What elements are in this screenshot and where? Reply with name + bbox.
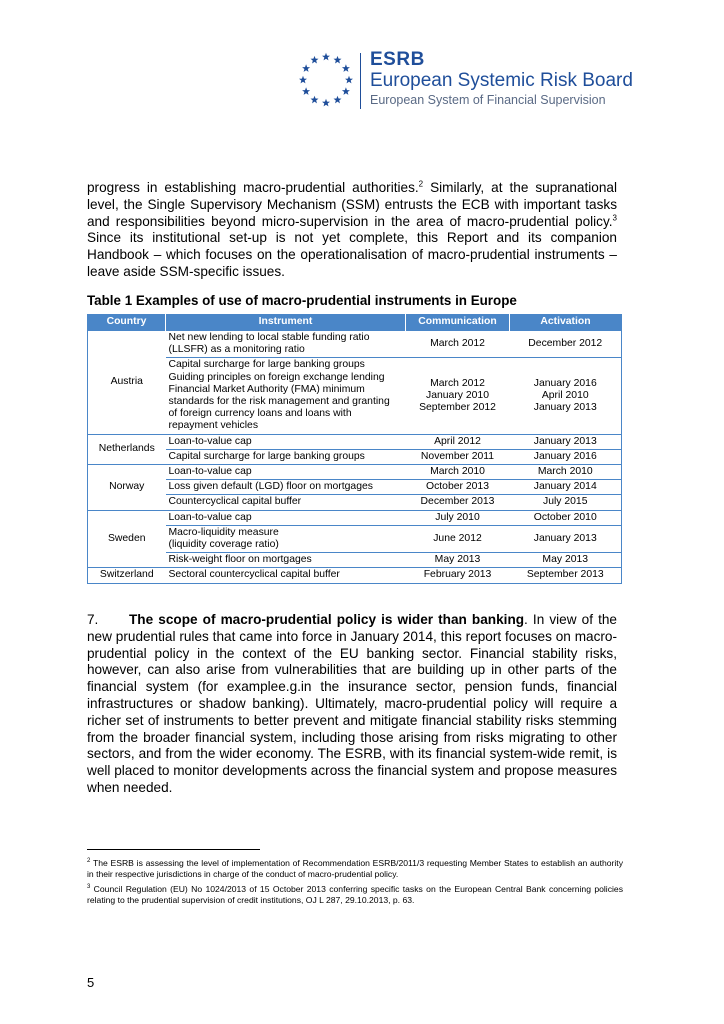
intro-text-b: Similarly, at the supranational level, the Single Supervisory Mechanism (SSM) entrusts the ECB with important tasks and responsibilities beyond micro-supervision in the area of macro-prudential policy. (87, 180, 617, 229)
table-row (88, 449, 622, 464)
eu-stars-icon (296, 50, 356, 110)
activation-cell: July 2015 (510, 495, 622, 510)
communication-cell: February 2013 (406, 568, 510, 583)
table-row (88, 568, 622, 583)
table-header-row (88, 314, 622, 331)
eu-star-icon (334, 56, 342, 64)
intro-text-a: progress in establishing macro-prudential authorities. (87, 180, 419, 195)
footnote-number: 3 (87, 884, 91, 891)
paragraph-heading: The scope of macro-prudential policy is wider than banking (129, 612, 525, 627)
instrument-cell: Net new lending to local stable funding ratio (LLSFR) as a monitoring ratio (166, 331, 406, 358)
instrument-cell: Loan-to-value cap (166, 510, 406, 525)
instrument-cell: Risk-weight floor on mortgages (166, 553, 406, 568)
eu-star-icon (299, 76, 307, 84)
instrument-cell: Loan-to-value cap (166, 465, 406, 480)
activation-cell: January 2014 (510, 480, 622, 495)
activation-cell: December 2012 (510, 331, 622, 358)
activation-cell: January 2013 (510, 434, 622, 449)
communication-cell: November 2011 (406, 449, 510, 464)
instrument-cell: Loan-to-value cap (166, 434, 406, 449)
page-number: 5 (87, 975, 95, 990)
paragraph-body: . In view of the new prudential rules that came into force in January 2014, this report focuses on macro-prudential policy in the context of the EU banking sector. Financial stability risks, however, can also arise from vulnerabilities that are building up in other parts of the financial system (for examplee.g.in the insurance sector, pension funds, financial infrastructures or shadow banking). Ultimately, macro-prudential policy will require a richer set of instruments to better prevent and mitigate financial stability risks stemming from the broader financial system, including those arising from risks migrating to other sectors, and from the wider economy. The ESRB, with its financial system-wide remit, is well placed to monitor developments across the financial system and propose measures when needed. (87, 612, 617, 795)
eu-star-icon (302, 64, 310, 72)
column-header-country: Country (88, 314, 166, 331)
eu-star-icon (311, 96, 319, 104)
instrument-cell: Countercyclical capital buffer (166, 495, 406, 510)
table-row (88, 525, 622, 552)
table-row (88, 553, 622, 568)
esrb-logo (296, 49, 633, 112)
country-cell: Netherlands (88, 434, 166, 464)
activation-cell: September 2013 (510, 568, 622, 583)
table-row (88, 331, 622, 358)
communication-cell: May 2013 (406, 553, 510, 568)
footnote-ref-3[interactable]: 3 (612, 213, 617, 223)
eu-star-icon (302, 87, 310, 95)
activation-cell: January 2013 (510, 525, 622, 552)
activation-cell: January 2016 April 2010 January 2013 (510, 358, 622, 434)
column-header-instrument: Instrument (166, 314, 406, 331)
table-row (88, 358, 622, 434)
activation-cell: October 2010 (510, 510, 622, 525)
activation-cell: March 2010 (510, 465, 622, 480)
activation-cell: January 2016 (510, 449, 622, 464)
communication-cell: October 2013 (406, 480, 510, 495)
intro-text-c: Since its institutional set-up is not yet complete, this Report and its companion Handbook – which focuses on the operationalisation of macro-prudential instruments – leave aside SSM-specific issues. (87, 230, 617, 279)
footnote-3 (87, 884, 623, 905)
communication-cell: March 2012 (406, 331, 510, 358)
logo-separator (360, 53, 361, 109)
table-row (88, 465, 622, 480)
table-row (88, 480, 622, 495)
footnote-divider (87, 849, 260, 850)
paragraph-number: 7. (87, 612, 99, 627)
instruments-table (87, 314, 622, 584)
footnote-2 (87, 858, 623, 879)
footnote-text: The ESRB is assessing the level of implementation of Recommendation ESRB/2011/3 requesting Member States to establish an authority in their respective jurisdictions in charge of the conduct of macro-prudential policy. (87, 858, 623, 879)
eu-star-icon (322, 99, 330, 107)
eu-star-icon (322, 53, 330, 61)
communication-cell: December 2013 (406, 495, 510, 510)
activation-cell: May 2013 (510, 553, 622, 568)
country-cell: Norway (88, 465, 166, 511)
instrument-cell: Capital surcharge for large banking groups (166, 449, 406, 464)
eu-star-icon (334, 96, 342, 104)
instrument-cell: Capital surcharge for large banking groups Guiding principles on foreign exchange lending Financial Market Authority (FMA) minimum standards for the risk management and granting of foreign currency loans and loans with repayment vehicles (166, 358, 406, 434)
footnote-number: 2 (87, 858, 91, 865)
eu-star-icon (311, 56, 319, 64)
instrument-cell: Loss given default (LGD) floor on mortgages (166, 480, 406, 495)
table-row (88, 434, 622, 449)
logo-abbreviation: ESRB (370, 49, 425, 70)
eu-star-icon (342, 87, 350, 95)
table-row (88, 510, 622, 525)
instrument-cell: Macro-liquidity measure (liquidity coverage ratio) (166, 525, 406, 552)
footnote-ref-2[interactable]: 2 (418, 179, 424, 189)
eu-star-icon (342, 64, 350, 72)
scope-paragraph (87, 612, 617, 797)
intro-paragraph (87, 180, 617, 281)
column-header-activation: Activation (510, 314, 622, 331)
country-cell: Sweden (88, 510, 166, 568)
table-caption: Table 1 Examples of use of macro-prudential instruments in Europe (87, 293, 517, 308)
logo-name: European Systemic Risk Board (370, 70, 633, 91)
communication-cell: March 2012 January 2010 September 2012 (406, 358, 510, 434)
footnote-text: Council Regulation (EU) No 1024/2013 of 15 October 2013 conferring specific tasks on the European Central Bank concerning policies relating to the prudential supervision of credit institutions, OJ L 287, 29.10.2013, p. 63. (87, 884, 623, 905)
column-header-communication: Communication (406, 314, 510, 331)
logo-subtitle: European System of Financial Supervision (370, 93, 606, 107)
country-cell: Austria (88, 331, 166, 434)
communication-cell: June 2012 (406, 525, 510, 552)
country-cell: Switzerland (88, 568, 166, 583)
communication-cell: March 2010 (406, 465, 510, 480)
instrument-cell: Sectoral countercyclical capital buffer (166, 568, 406, 583)
communication-cell: July 2010 (406, 510, 510, 525)
communication-cell: April 2012 (406, 434, 510, 449)
eu-star-icon (345, 76, 353, 84)
table-row (88, 495, 622, 510)
